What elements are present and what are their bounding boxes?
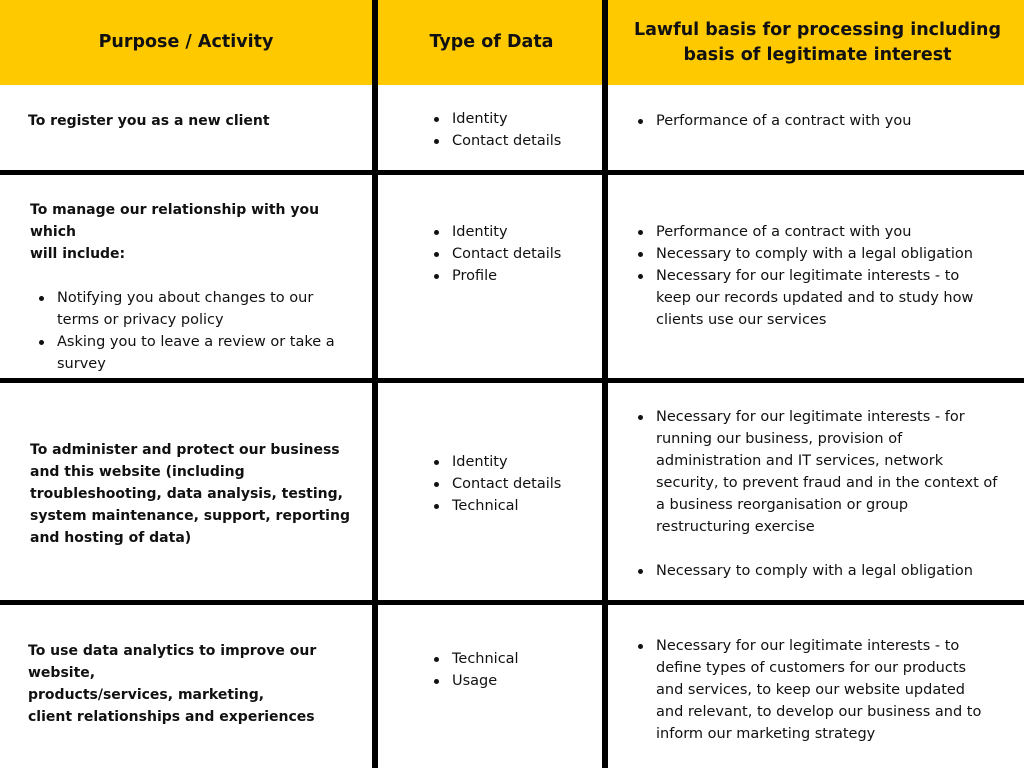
header-purpose: Purpose / Activity bbox=[98, 32, 274, 52]
row2-purpose bbox=[30, 199, 365, 375]
column-divider-1 bbox=[372, 0, 378, 768]
row2-types bbox=[430, 221, 600, 287]
row3-bases bbox=[634, 406, 1006, 582]
header-lawful-basis-line2: basis of legitimate interest bbox=[683, 44, 952, 65]
header-lawful-basis-line1: Lawful basis for processing including bbox=[633, 19, 1002, 40]
row4-types bbox=[430, 648, 600, 692]
row2-bases bbox=[634, 221, 994, 331]
row2-sub-items bbox=[35, 287, 335, 375]
row2-purpose-line1: To manage our relationship with you which bbox=[30, 202, 320, 240]
list-item: Contact details bbox=[430, 243, 600, 265]
row3-purpose-line: system maintenance, support, reporting bbox=[30, 508, 350, 524]
row-divider-1 bbox=[0, 170, 1024, 175]
row3-purpose-line: and hosting of data) bbox=[30, 530, 192, 546]
list-item: Usage bbox=[430, 670, 600, 692]
list-item: Contact details bbox=[430, 473, 600, 495]
list-item: Notifying you about changes to our terms or privacy policy bbox=[35, 287, 335, 331]
list-item: Necessary for our legitimate interests - to keep our records updated and to study how clients use our services bbox=[634, 265, 994, 331]
row4-purpose-line: products/services, marketing, bbox=[28, 687, 265, 703]
row3-types bbox=[430, 451, 600, 517]
header-lawful-basis bbox=[611, 0, 1024, 85]
list-item: Identity bbox=[430, 221, 600, 243]
column-divider-2 bbox=[602, 0, 608, 768]
list-item: Asking you to leave a review or take a survey bbox=[35, 331, 335, 375]
list-item: Necessary for our legitimate interests - for running our business, provision of administration and IT services, network security, to prevent fraud and in the context of a business reorganisation or group restructuring exercise bbox=[634, 406, 1006, 538]
list-item: Contact details bbox=[430, 130, 600, 152]
row-divider-3 bbox=[0, 600, 1024, 605]
row1-bases bbox=[634, 110, 1004, 132]
row4-purpose-line: To use data analytics to improve our website, bbox=[28, 643, 317, 681]
row3-purpose-line: To administer and protect our business bbox=[30, 442, 340, 458]
list-item: Identity bbox=[430, 108, 600, 130]
list-item: Necessary to comply with a legal obligation bbox=[634, 560, 1006, 582]
list-item: Performance of a contract with you bbox=[634, 221, 994, 243]
header-type-of-data: Type of Data bbox=[429, 32, 554, 52]
list-item: Technical bbox=[430, 495, 600, 517]
row1-types bbox=[430, 108, 600, 152]
row-divider-2 bbox=[0, 378, 1024, 383]
list-item: Necessary for our legitimate interests - to define types of customers for our products and services, to keep our website updated and relevant, to develop our business and to inform our marketing strategy bbox=[634, 635, 996, 745]
list-item: Identity bbox=[430, 451, 600, 473]
list-item: Technical bbox=[430, 648, 600, 670]
row1-purpose: To register you as a new client bbox=[28, 113, 270, 129]
row3-purpose-line: and this website (including bbox=[30, 464, 245, 480]
list-item: Performance of a contract with you bbox=[634, 110, 1004, 132]
row4-purpose bbox=[28, 640, 368, 728]
row3-purpose bbox=[30, 439, 365, 549]
list-item: Profile bbox=[430, 265, 600, 287]
row2-purpose-line2: will include: bbox=[30, 246, 126, 262]
list-item: Necessary to comply with a legal obligation bbox=[634, 243, 994, 265]
row3-purpose-line: troubleshooting, data analysis, testing, bbox=[30, 486, 343, 502]
row4-bases bbox=[634, 635, 996, 745]
row4-purpose-line: client relationships and experiences bbox=[28, 709, 315, 725]
